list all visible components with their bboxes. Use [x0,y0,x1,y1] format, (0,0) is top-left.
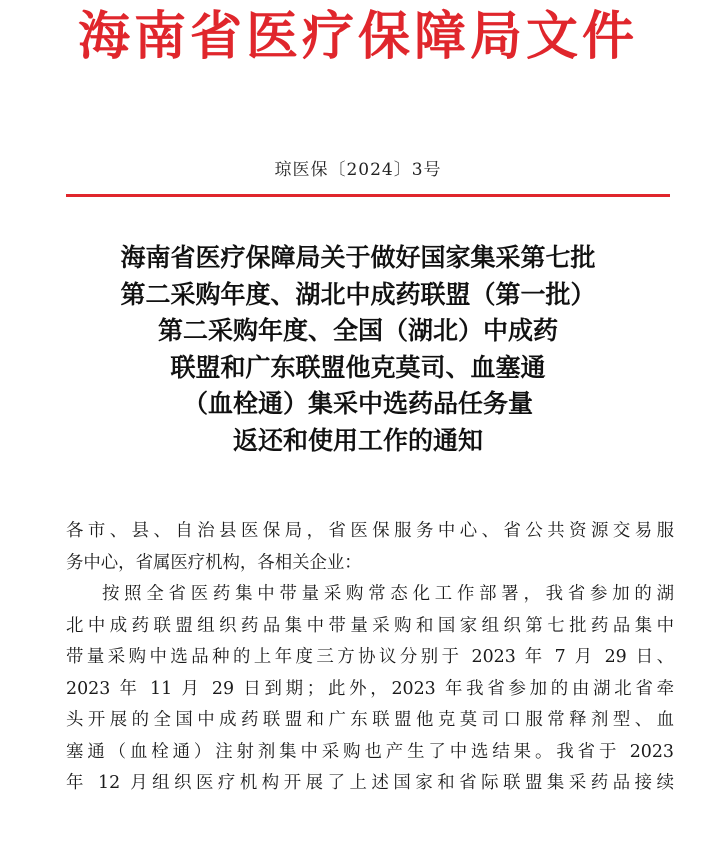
title-line: 联盟和广东联盟他克莫司、血塞通 [170,352,546,382]
title-line: 返还和使用工作的通知 [232,425,483,455]
title-line: 海南省医疗保障局关于做好国家集采第七批 [120,243,596,272]
title-line: 第二采购年度、全国（湖北）中成药 [157,316,558,345]
body-line: 2023 年 11 月 29 日到期；此外，2023 年我省参加的由湖北省牵 [66,678,674,699]
red-divider-line [66,194,670,197]
document-header-title: 海南省医疗保障局文件 [77,6,638,67]
title-line: （血栓通）集采中选药品任务量 [182,389,533,418]
body-line: 头开展的全国中成药联盟和广东联盟他克莫司口服常释剂型、血 [66,710,674,730]
document-number: 琼医保〔2024〕3号 [274,160,442,180]
title-line: 第二采购年度、湖北中成药联盟（第一批） [120,279,596,309]
notice-title [40,240,676,459]
body-line: 北中成药联盟组织药品集中带量采购和国家组织第七批药品集中 [66,615,674,636]
notice-body [66,516,674,800]
addressee-line: 各市、县、自治县医保局，省医保服务中心、省公共资源交易服 [66,521,674,541]
body-line: 塞通（血栓通）注射剂集中采购也产生了中选结果。我省于 2023 [66,741,674,762]
body-line: 年 12 月组织医疗机构开展了上述国家和省际联盟集采药品接续 [66,773,674,793]
body-line: 按照全省医药集中带量采购常态化工作部署，我省参加的湖 [102,584,674,604]
body-line: 带量采购中选品种的上年度三方协议分别于 2023 年 7 月 29 日、 [66,647,674,667]
addressee-line: 务中心，省属医疗机构，各相关企业： [66,552,362,573]
